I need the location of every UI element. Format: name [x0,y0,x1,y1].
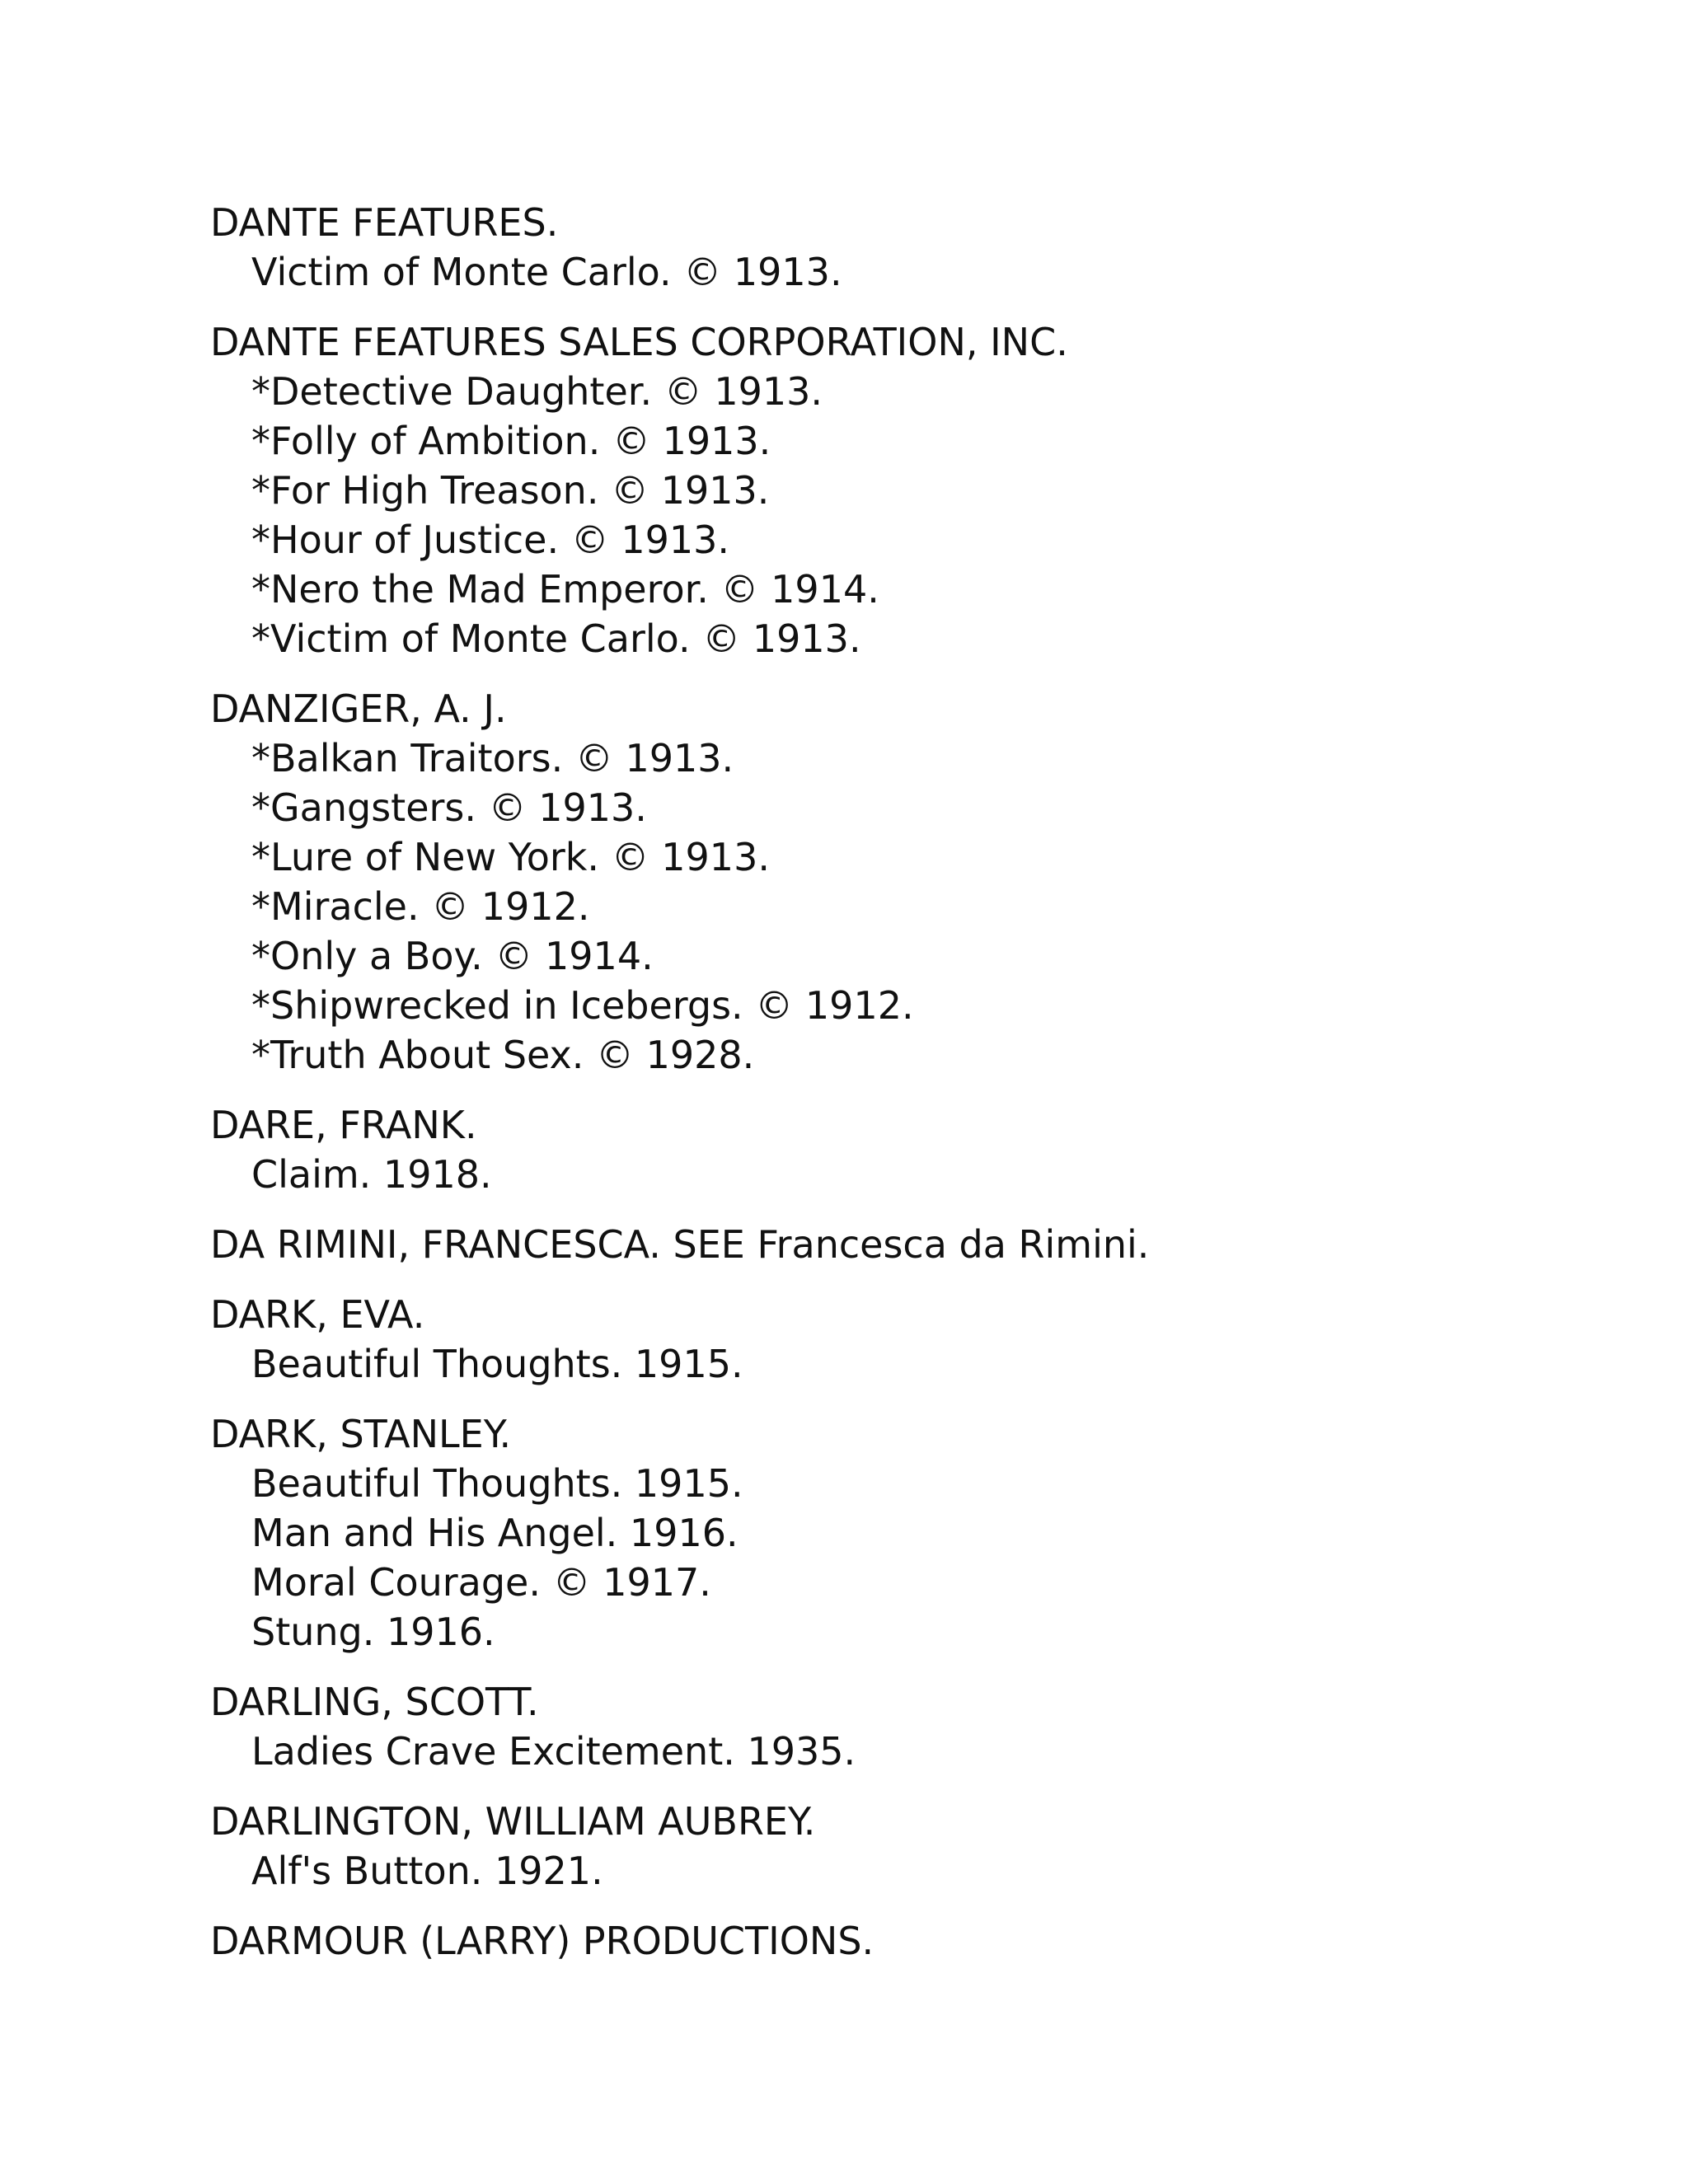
entry-item: *Nero the Mad Emperor. © 1914. [251,567,879,612]
catalog-entry [210,1916,1611,1966]
catalog-entry [210,198,1611,297]
entry-item: *For High Treason. © 1913. [251,468,770,513]
entry-item: *Truth About Sex. © 1928. [251,1033,755,1077]
entry-item: Stung. 1916. [251,1610,495,1654]
entry-heading: DANZIGER, A. J. [210,687,507,731]
entry-item: *Folly of Ambition. © 1913. [251,419,771,463]
entry-item: Victim of Monte Carlo. © 1913. [251,250,842,294]
entry-heading: DARK, STANLEY. [210,1412,512,1456]
entry-item: Beautiful Thoughts. 1915. [251,1342,743,1386]
catalog-entry [210,1290,1611,1389]
entry-item: *Only a Boy. © 1914. [251,934,654,978]
entry-heading: DARMOUR (LARRY) PRODUCTIONS. [210,1919,874,1963]
entry-item: *Gangsters. © 1913. [251,785,647,830]
entry-item: Man and His Angel. 1916. [251,1511,738,1555]
entry-item: *Shipwrecked in Icebergs. © 1912. [251,983,914,1028]
entry-item: *Balkan Traitors. © 1913. [251,736,734,780]
entry-item: Alf's Button. 1921. [251,1849,603,1893]
entry-item: *Lure of New York. © 1913. [251,835,770,879]
entry-item: Claim. 1918. [251,1152,492,1197]
entry-heading: DARE, FRANK. [210,1103,477,1147]
catalog-entry [210,1797,1611,1896]
catalog-entry [210,1409,1611,1657]
entry-item: Ladies Crave Excitement. 1935. [251,1729,856,1774]
catalog-entry [210,317,1611,663]
entry-item: *Detective Daughter. © 1913. [251,369,823,414]
entry-item: *Hour of Justice. © 1913. [251,518,730,562]
entry-item: Beautiful Thoughts. 1915. [251,1461,743,1506]
catalog-entry [210,1100,1611,1199]
entry-heading: DARLING, SCOTT. [210,1680,539,1724]
entry-heading: DA RIMINI, FRANCESCA. SEE Francesca da Rimini. [210,1222,1150,1267]
entry-heading: DANTE FEATURES SALES CORPORATION, INC. [210,320,1068,364]
entry-heading: DARLINGTON, WILLIAM AUBREY. [210,1799,816,1844]
catalog-page [210,198,1611,1986]
entry-item: *Victim of Monte Carlo. © 1913. [251,616,861,661]
catalog-entry [210,1677,1611,1776]
entry-heading: DANTE FEATURES. [210,200,559,245]
entry-heading: DARK, EVA. [210,1292,425,1337]
entry-item: *Miracle. © 1912. [251,884,590,929]
catalog-entry [210,684,1611,1080]
entry-item: Moral Courage. © 1917. [251,1560,711,1605]
catalog-entry [210,1220,1611,1269]
